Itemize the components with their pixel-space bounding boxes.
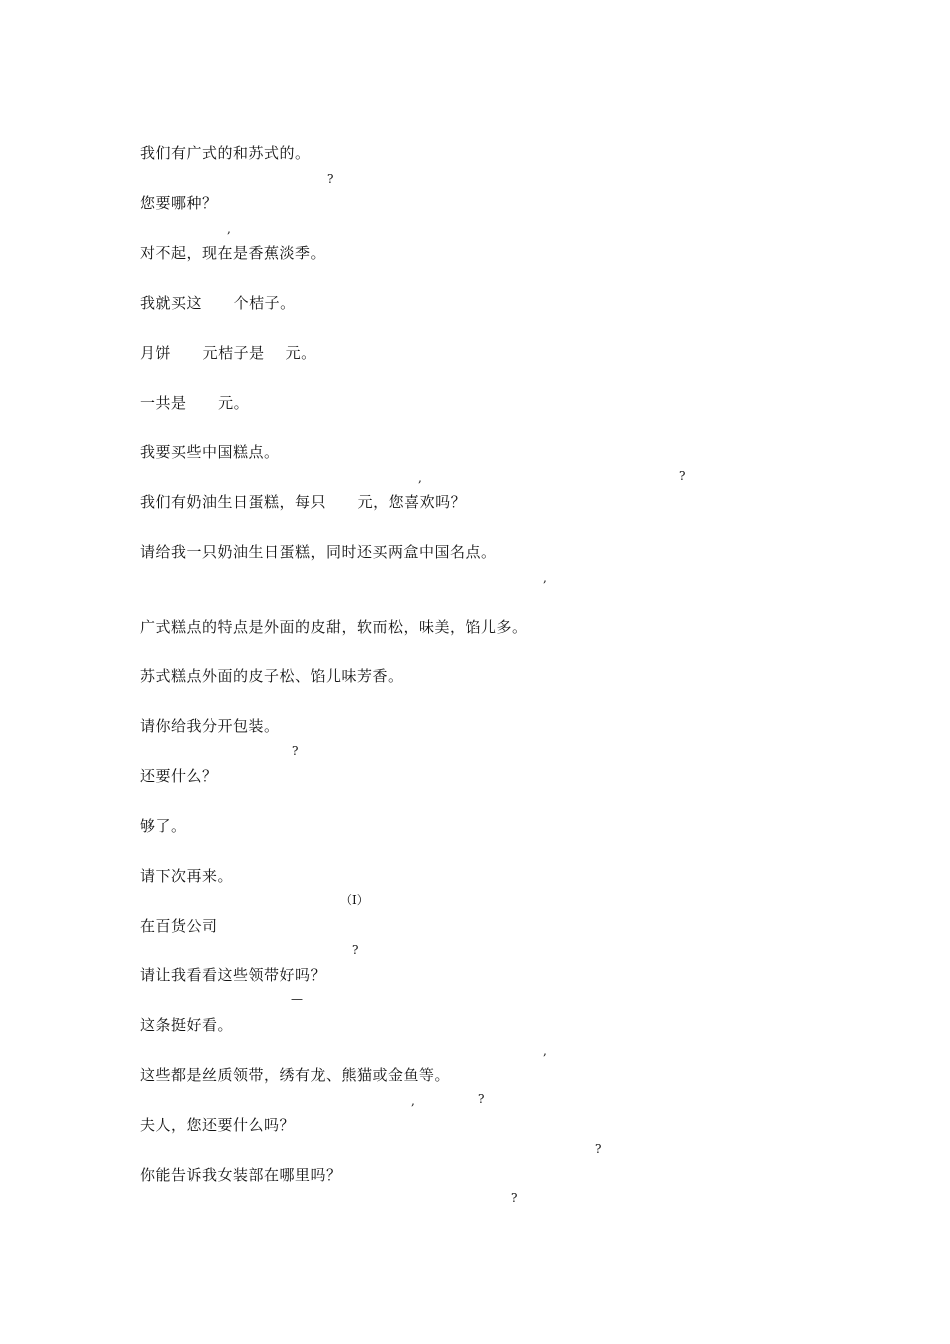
text-line: 这条挺好看。: [140, 1016, 234, 1034]
text-line: 我们有广式的和苏式的。: [140, 144, 311, 162]
text-line: 夫人，您还要什么吗？: [140, 1116, 296, 1134]
text-line: 月饼 元桔子是 元。: [140, 344, 317, 362]
stray-mark: ?: [292, 744, 299, 758]
stray-mark: ,: [411, 1094, 415, 1108]
text-line: 一共是 元。: [140, 394, 250, 412]
text-line: 这些都是丝质领带，绣有龙、熊猫或金鱼等。: [140, 1066, 451, 1084]
stray-mark: ?: [511, 1191, 518, 1205]
stray-mark: （Ⅰ）: [340, 893, 369, 907]
text-line: 你能告诉我女装部在哪里吗？: [140, 1166, 342, 1184]
text-line: 请让我看看这些领带好吗？: [140, 966, 327, 984]
stray-mark: ,: [227, 222, 231, 236]
stray-mark: ?: [679, 469, 686, 483]
text-line: 对不起，现在是香蕉淡季。: [140, 244, 327, 262]
text-line: 够了。: [140, 817, 187, 835]
stray-mark: ?: [327, 172, 334, 186]
text-line: 请下次再来。: [140, 867, 234, 885]
stray-mark: ?: [352, 943, 359, 957]
stray-mark: ,: [543, 1044, 547, 1058]
text-line: 请你给我分开包装。: [140, 717, 280, 735]
text-line: 我们有奶油生日蛋糕，每只 元，您喜欢吗？: [140, 493, 467, 511]
text-line: 请给我一只奶油生日蛋糕，同时还买两盒中国名点。: [140, 543, 497, 561]
text-line: 还要什么？: [140, 767, 218, 785]
text-line: 我要买些中国糕点。: [140, 443, 280, 461]
text-line: 在百货公司: [140, 917, 218, 935]
text-line: 您要哪种？: [140, 194, 218, 212]
stray-mark: ?: [478, 1092, 485, 1106]
text-line: 苏式糕点外面的皮子松、馅儿味芳香。: [140, 667, 404, 685]
stray-mark: ,: [543, 571, 547, 585]
text-line: 广式糕点的特点是外面的皮甜，软而松，味美，馅儿多。: [140, 618, 528, 636]
stray-mark: ?: [595, 1142, 602, 1156]
stray-mark: ,: [418, 471, 422, 485]
stray-mark: —: [291, 992, 303, 1006]
text-line: 我就买这 个桔子。: [140, 294, 296, 312]
